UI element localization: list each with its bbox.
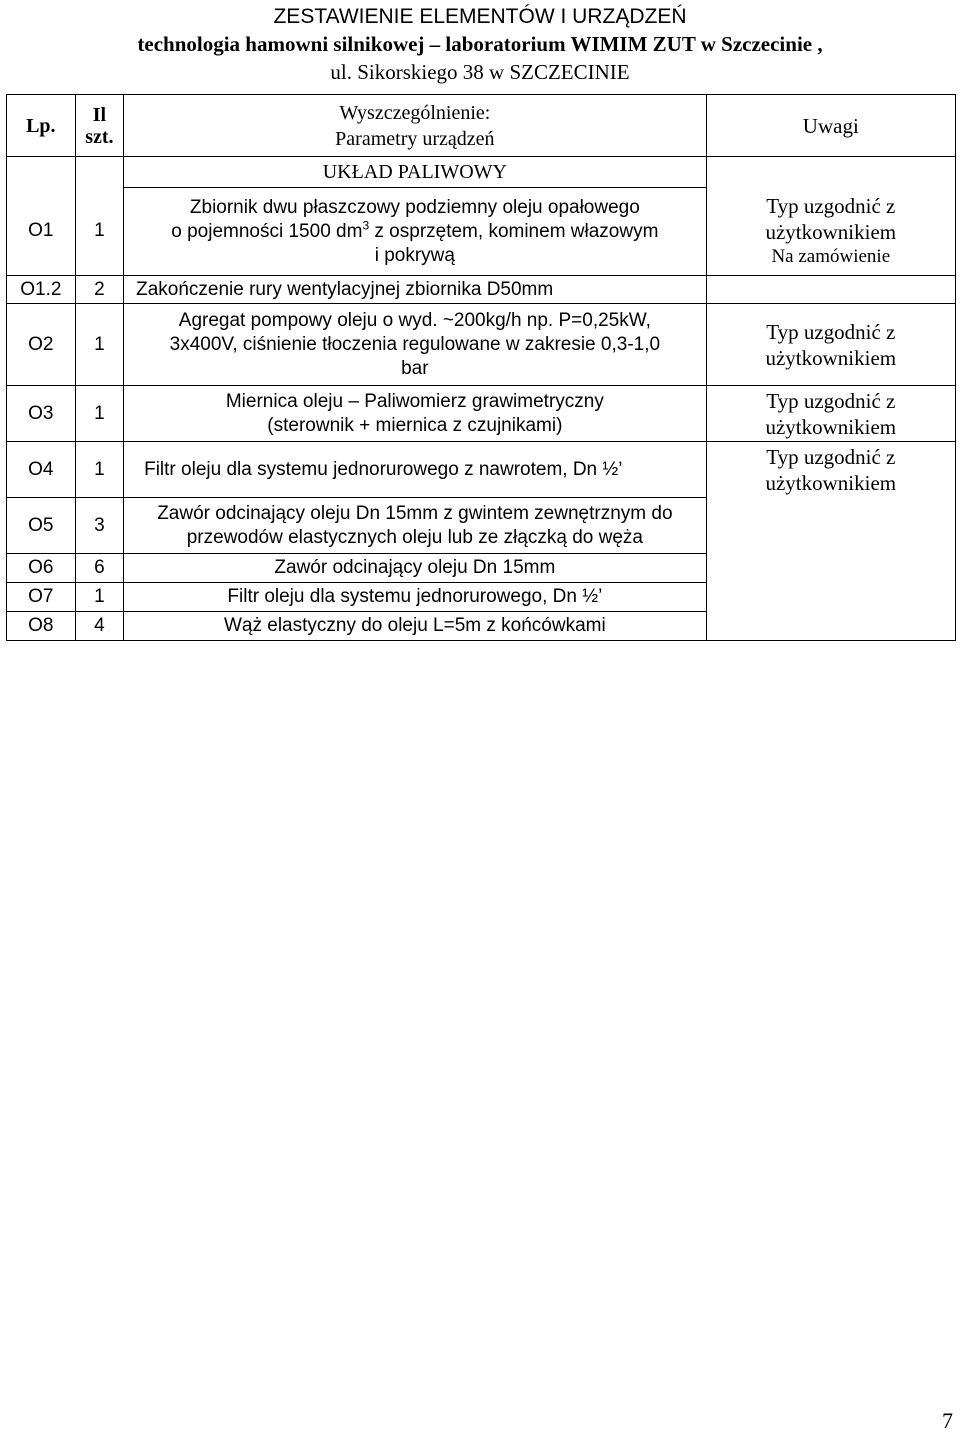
row-il: 4 <box>75 612 123 641</box>
header-uwagi: Uwagi <box>706 95 955 157</box>
row-uwagi <box>706 554 955 583</box>
row-description-part: z osprzętem, kominem włazowym <box>369 220 659 242</box>
row-uwagi <box>706 188 955 276</box>
row-uwagi <box>706 612 955 641</box>
uwagi-line1: Typ uzgodnić z <box>766 444 896 469</box>
header-description-line1: Wyszczególnienie: <box>339 101 491 124</box>
document-title: ZESTAWIENIE ELEMENTÓW I URZĄDZEŃ <box>273 5 687 28</box>
row-uwagi <box>706 386 955 442</box>
row-il: 1 <box>75 442 123 498</box>
row-lp: O3 <box>7 386 76 442</box>
row-description-line1: Zawór odcinający oleju Dn 15mm z gwintem zewnętrznym do <box>157 502 673 524</box>
row-description-line2: (sterownik + miernica z czujnikami) <box>267 414 563 436</box>
row-description-line3: i pokrywą <box>374 244 455 266</box>
table-row <box>7 276 956 304</box>
uwagi-line2: użytkownikiem <box>765 414 897 439</box>
section-empty-lp <box>7 157 76 188</box>
document-address: ul. Sikorskiego 38 w SZCZECINIE <box>330 60 630 84</box>
header-il: Il szt. <box>75 95 123 157</box>
row-il: 1 <box>75 304 123 386</box>
row-lp: O6 <box>7 554 76 583</box>
row-description-line1: Agregat pompowy oleju o wyd. ~200kg/h np. P=0,25kW, <box>178 309 651 331</box>
row-description-part: o pojemności 1500 dm <box>171 220 363 242</box>
row-lp: O5 <box>7 498 76 554</box>
row-il: 1 <box>75 583 123 612</box>
uwagi-line2: użytkownikiem <box>765 470 897 495</box>
header-lp: Lp. <box>7 95 76 157</box>
row-description <box>124 498 707 554</box>
row-uwagi <box>706 498 955 554</box>
row-il: 3 <box>75 498 123 554</box>
table-row <box>7 386 956 442</box>
uwagi-line1: Typ uzgodnić z <box>766 319 896 344</box>
row-lp: O8 <box>7 612 76 641</box>
table-row <box>7 612 956 641</box>
table-header-row <box>7 95 956 157</box>
uwagi-line1: Typ uzgodnić z <box>766 194 896 219</box>
row-lp: O7 <box>7 583 76 612</box>
header-description <box>124 95 707 157</box>
table-row <box>7 498 956 554</box>
row-lp: O1 <box>7 188 76 276</box>
document-header <box>0 4 960 86</box>
row-description-line2: przewodów elastycznych oleju lub ze złączką do węża <box>186 526 643 548</box>
table-row <box>7 188 956 276</box>
row-uwagi <box>706 276 955 304</box>
row-description <box>124 188 707 276</box>
section-empty-uwagi <box>706 157 955 188</box>
row-description: Wąż elastyczny do oleju L=5m z końcówkami <box>124 612 707 641</box>
row-uwagi <box>706 304 955 386</box>
section-row <box>7 157 956 188</box>
uwagi-line3: Na zamówienie <box>771 246 891 268</box>
row-description: Filtr oleju dla systemu jednorurowego, Dn ½’ <box>124 583 707 612</box>
uwagi-line2: użytkownikiem <box>765 345 897 370</box>
table-row <box>7 442 956 498</box>
row-uwagi <box>706 583 955 612</box>
section-title: UKŁAD PALIWOWY <box>124 157 707 188</box>
table-row <box>7 554 956 583</box>
row-il: 6 <box>75 554 123 583</box>
superscript: 3 <box>362 218 370 233</box>
row-description: Zawór odcinający oleju Dn 15mm <box>124 554 707 583</box>
uwagi-line2: użytkownikiem <box>765 220 897 245</box>
row-il: 1 <box>75 188 123 276</box>
row-description-line2: 3x400V, ciśnienie tłoczenia regulowane w zakresie 0,3-1,0 <box>169 333 661 355</box>
page-number: 7 <box>942 1408 953 1433</box>
document-subtitle: technologia hamowni silnikowej – laboratorium WIMIM ZUT w Szczecinie , <box>137 32 823 56</box>
table-row <box>7 583 956 612</box>
header-description-line2: Parametry urządzeń <box>335 127 495 150</box>
row-il: 2 <box>75 276 123 304</box>
row-description <box>124 304 707 386</box>
row-lp: O1.2 <box>7 276 76 304</box>
section-empty-il <box>75 157 123 188</box>
row-description: Filtr oleju dla systemu jednorurowego z nawrotem, Dn ½’ <box>124 442 707 498</box>
row-lp: O4 <box>7 442 76 498</box>
row-description <box>124 386 707 442</box>
uwagi-line1: Typ uzgodnić z <box>766 388 896 413</box>
equipment-table <box>6 94 956 641</box>
row-uwagi <box>706 442 955 498</box>
row-description-line2 <box>126 220 704 244</box>
row-il: 1 <box>75 386 123 442</box>
row-description-line3: bar <box>401 357 429 379</box>
table-row <box>7 304 956 386</box>
row-description-line1: Miernica oleju – Paliwomierz grawimetryczny <box>225 390 604 412</box>
row-lp: O2 <box>7 304 76 386</box>
row-description: Zakończenie rury wentylacyjnej zbiornika D50mm <box>124 276 707 304</box>
row-description-line1: Zbiornik dwu płaszczowy podziemny oleju opałowego <box>189 196 640 218</box>
